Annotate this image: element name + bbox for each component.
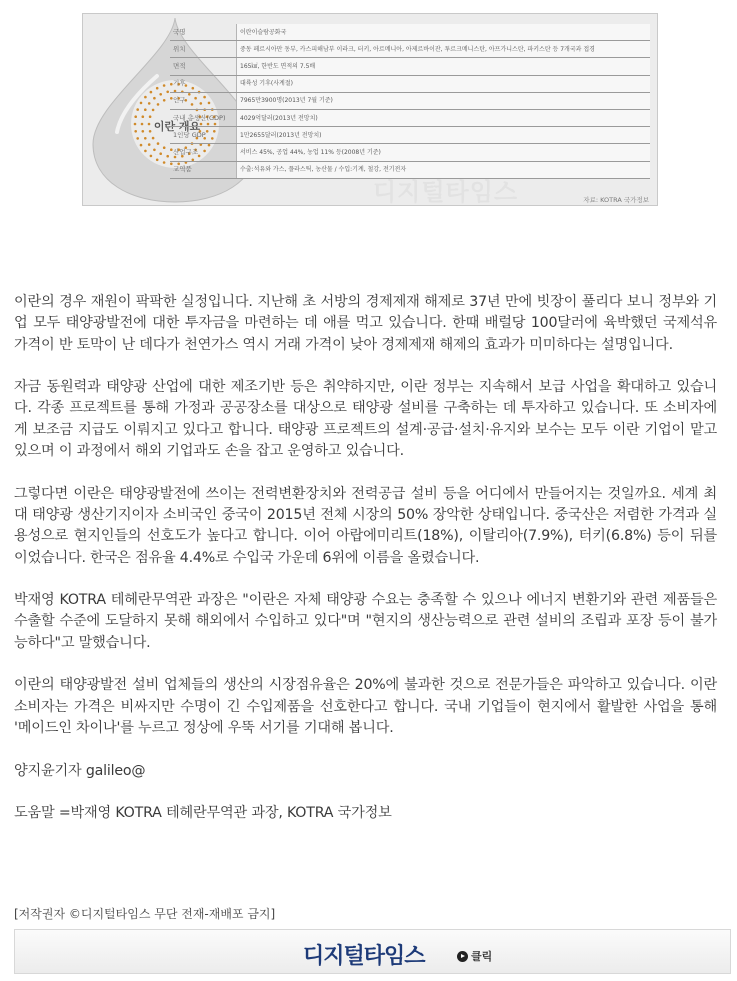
row-key: 교역품 bbox=[170, 161, 237, 178]
row-value: 서비스 45%, 공업 44%, 농업 11% 등(2008년 기준) bbox=[237, 144, 651, 161]
overview-row bbox=[170, 24, 650, 41]
decorative-dot bbox=[134, 123, 137, 126]
banner-click-button[interactable] bbox=[457, 948, 492, 964]
credit-line: 도움말 =박재영 KOTRA 테헤란무역관 과장, KOTRA 국가정보 bbox=[14, 805, 392, 822]
row-key: 기후 bbox=[170, 75, 237, 92]
overview-row bbox=[170, 127, 650, 144]
decorative-dot bbox=[166, 155, 169, 158]
decorative-dot bbox=[159, 93, 162, 96]
reporter-byline: 양지윤기자 galileo@ bbox=[14, 762, 146, 779]
overview-table bbox=[170, 24, 650, 179]
decorative-dot bbox=[150, 91, 153, 94]
row-value: 7965만3900명(2013년 7월 기준) bbox=[237, 92, 651, 109]
decorative-dot bbox=[153, 97, 156, 100]
row-key: 국명 bbox=[170, 24, 237, 41]
decorative-dot bbox=[156, 87, 159, 90]
overview-row bbox=[170, 92, 650, 109]
decorative-dot bbox=[148, 143, 151, 146]
row-key: 인구 bbox=[170, 92, 237, 109]
decorative-dot bbox=[148, 102, 151, 105]
decorative-dot bbox=[144, 96, 147, 99]
decorative-dot bbox=[150, 155, 153, 158]
decorative-dot bbox=[157, 103, 160, 106]
decorative-dot bbox=[153, 149, 156, 152]
digital-times-banner[interactable] bbox=[14, 929, 731, 974]
row-value: 중동 페르시아만 동부, 카스피해남부 이라크, 터키, 아르메니아, 아제르바이잔, 투르크메니스탄, 아프가니스탄, 파키스탄 등 7개국과 접경 bbox=[237, 41, 651, 58]
decorative-dot bbox=[140, 102, 143, 105]
decorative-dot bbox=[144, 150, 147, 153]
row-value: 수출:석유와 가스, 플라스틱, 농산물 / 수입:기계, 철강, 전기전자 bbox=[237, 161, 651, 178]
decorative-dot bbox=[163, 99, 166, 102]
decorative-dot bbox=[163, 161, 166, 164]
decorative-dot bbox=[159, 152, 162, 155]
decorative-dot bbox=[134, 130, 137, 133]
decorative-dot bbox=[163, 84, 166, 87]
row-value: 1만2655달러(2013년 전망치) bbox=[237, 127, 651, 144]
row-value: 165㎢, 한반도 면적의 7.5배 bbox=[237, 58, 651, 75]
watermark-text: 디지털타임스 bbox=[373, 178, 519, 206]
decorative-dot bbox=[166, 91, 169, 94]
decorative-dot bbox=[140, 144, 143, 147]
decorative-dot bbox=[156, 159, 159, 162]
article-body bbox=[14, 292, 717, 846]
decorative-dot bbox=[134, 115, 137, 118]
row-value: 4029억달러(2013년 전망치) bbox=[237, 109, 651, 126]
decorative-dot bbox=[144, 108, 147, 111]
decorative-dot bbox=[152, 109, 155, 112]
copyright-notice: [저작권자 ©디지털타임스 무단 전재-재배포 금지] bbox=[14, 907, 276, 921]
overview-row bbox=[170, 58, 650, 75]
article-paragraph: 이란의 태양광발전 설비 업체들의 생산의 시장점유율은 20%에 불과한 것으로 전문가들은 파악하고 있습니다. 이란 소비자는 가격은 비싸지만 수명이 긴 수입제품을 선호한다고 합니다. 국내 기업들이 현지에서 활발한 사업을 통해 '메이드인 차이나'를 누르고 정상에 우뚝 서기를 기대해 봅니다. bbox=[14, 677, 717, 736]
article-paragraph: 자금 동원력과 태양광 산업에 대한 제조기반 등은 취약하지만, 이란 정부는 지속해서 보급 사업을 확대하고 있습니다. 각종 프로젝트를 통해 가정과 공공장소를 대상으로 태양광 설비를 구축하는 데 투자하고 있습니다. 또 소비자에게 보조금 지급도 이뤄지고 있다고 합니다. 태양광 프로젝트의 설계·공급·설치·유지와 보수는 모두 이란 기업이 맡고 있으며 이 과정에서 해외 기업과도 손을 잡고 운영하고 있습니다. bbox=[14, 379, 717, 460]
overview-row bbox=[170, 75, 650, 92]
overview-row bbox=[170, 109, 650, 126]
row-key: 산업구조 bbox=[170, 144, 237, 161]
decorative-dot bbox=[163, 146, 166, 149]
decorative-dot bbox=[152, 137, 155, 140]
row-value: 이란이슬람공화국 bbox=[237, 24, 651, 41]
decorative-dot bbox=[136, 108, 139, 111]
article-paragraph: 그렇다면 이란은 태양광발전에 쓰이는 전력변환장치와 전력공급 설비 등을 어디에서 만들어지는 것일까요. 세계 최대 태양광 생산기지이자 소비국인 중국이 2015년 전체 시장의 50% 장악한 상태입니다. 중국산은 저렴한 가격과 실용성으로 현지인들의 선호도가 높다고 합니다. 이어 아랍에미리트(18%), 이탈리아(7.9%), 터키(6.8%) 등이 뒤를 이었습니다. 한국은 점유율 4.4%로 수입국 가운데 6위에 이름을 올렸습니다. bbox=[14, 485, 717, 566]
row-key: 면적 bbox=[170, 58, 237, 75]
row-value: 대륙성 기후(사계절) bbox=[237, 75, 651, 92]
overview-row bbox=[170, 41, 650, 58]
overview-row bbox=[170, 144, 650, 161]
article-paragraph: 박재영 KOTRA 테헤란무역관 과장은 "이란은 자체 태양광 수요는 충족할 수 있으나 에너지 변환기와 관련 제품들은 수출할 수준에 도달하지 못해 해외에서 수입하고 있다"며 "현지의 생산능력으로 관련 설비의 조립과 포장 등이 불가능하다"고 말했습니다. bbox=[14, 592, 717, 651]
iran-overview-infographic bbox=[82, 13, 658, 206]
banner-click-label: 클릭 bbox=[471, 950, 493, 963]
source-note: 자료: KOTRA 국가정보 bbox=[583, 196, 649, 204]
article-paragraph: 이란의 경우 재원이 팍팍한 실정입니다. 지난해 초 서방의 경제제재 해제로 37년 만에 빗장이 풀리다 보니 정부와 기업 모두 태양광발전에 대한 투자금을 마련하는 데 애를 먹고 있습니다. 한때 배럴당 100달러에 육박했던 국제석유 가격이 반 토막이 난 데다가 천연가스 역시 거래 가격이 낮아 경제제재 해제의 효과가 미미하다는 설명입니다. bbox=[14, 294, 717, 353]
row-key: 위치 bbox=[170, 41, 237, 58]
banner-logo: 디지털타임스 bbox=[303, 944, 425, 969]
row-key: 국내 총생산(GDP) bbox=[170, 109, 237, 126]
decorative-dot bbox=[144, 137, 147, 140]
decorative-dot bbox=[136, 137, 139, 140]
decorative-dot bbox=[157, 142, 160, 145]
play-icon bbox=[457, 951, 468, 962]
row-key: 1인당 GDP bbox=[170, 127, 237, 144]
drop-title: 이란 개요 bbox=[153, 120, 201, 133]
